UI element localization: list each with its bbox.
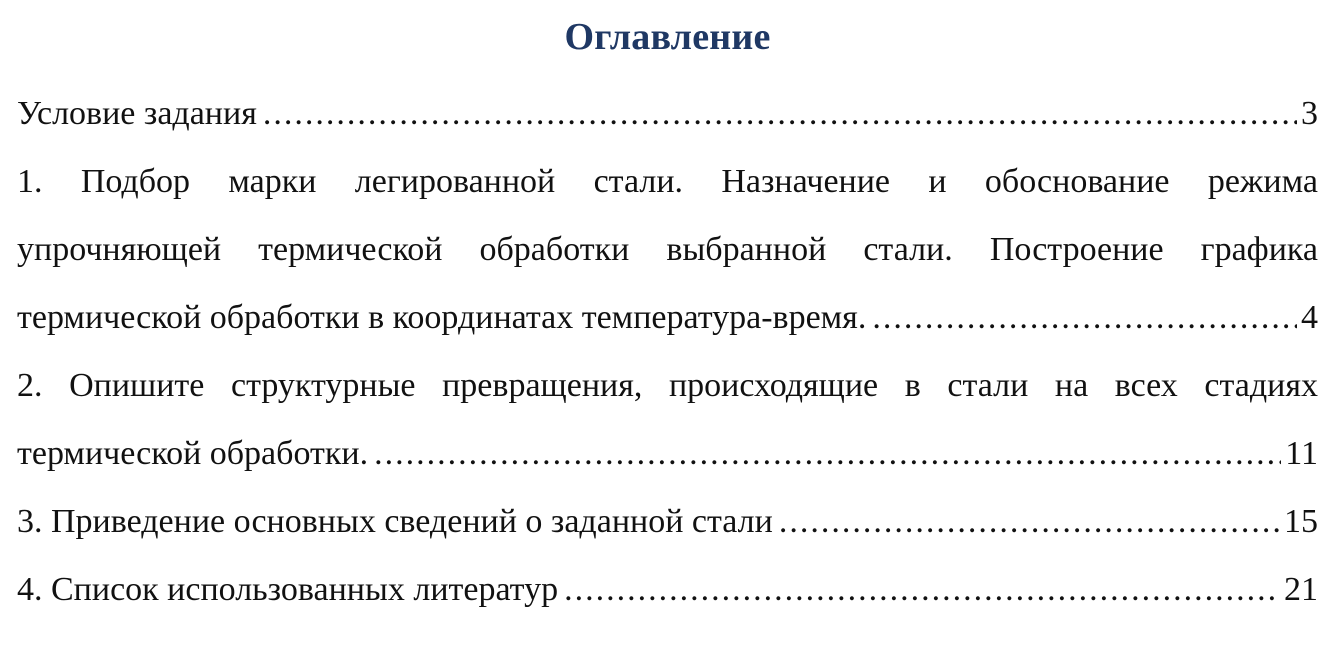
- toc-entry-last-line: [17, 420, 1318, 488]
- toc-entry-line: 2. Опишите структурные превращения, происходящие в стали на всех стадиях: [17, 367, 1318, 404]
- toc-entry-label: 4. Список использованных литератур: [17, 571, 559, 608]
- toc-entry[interactable]: [17, 148, 1318, 352]
- toc-entry-page-number: 15: [1284, 503, 1318, 540]
- toc-entry-last-line: [17, 80, 1318, 148]
- toc-entry-label: термической обработки в координатах температура-время.: [17, 299, 867, 336]
- toc-entry[interactable]: [17, 80, 1318, 148]
- toc-entry[interactable]: [17, 352, 1318, 488]
- toc-entry-last-line: [17, 556, 1318, 624]
- toc-entry-page-number: 4: [1301, 299, 1318, 336]
- toc-entry-label: 3. Приведение основных сведений о заданной стали: [17, 503, 773, 540]
- toc-entry-line: 1. Подбор марки легированной стали. Назначение и обоснование режима: [17, 163, 1318, 200]
- toc-title: Оглавление: [564, 16, 771, 58]
- toc-entry-page-number: 3: [1301, 95, 1318, 132]
- dot-leader: [564, 556, 1280, 624]
- dot-leader: [872, 284, 1297, 352]
- toc-entry[interactable]: [17, 556, 1318, 624]
- toc-entry-line: упрочняющей термической обработки выбранной стали. Построение графика: [17, 231, 1318, 268]
- toc-entry[interactable]: [17, 488, 1318, 556]
- toc-list: [17, 80, 1318, 624]
- toc-entry-page-number: 21: [1284, 571, 1318, 608]
- dot-leader: [263, 80, 1297, 148]
- toc-entry-last-line: [17, 284, 1318, 352]
- toc-entry-label: Условие задания: [17, 95, 257, 132]
- toc-entry-page-number: 11: [1285, 435, 1318, 472]
- toc-entry-last-line: [17, 488, 1318, 556]
- dot-leader: [779, 488, 1280, 556]
- dot-leader: [374, 420, 1281, 488]
- toc-entry-label: термической обработки.: [17, 435, 369, 472]
